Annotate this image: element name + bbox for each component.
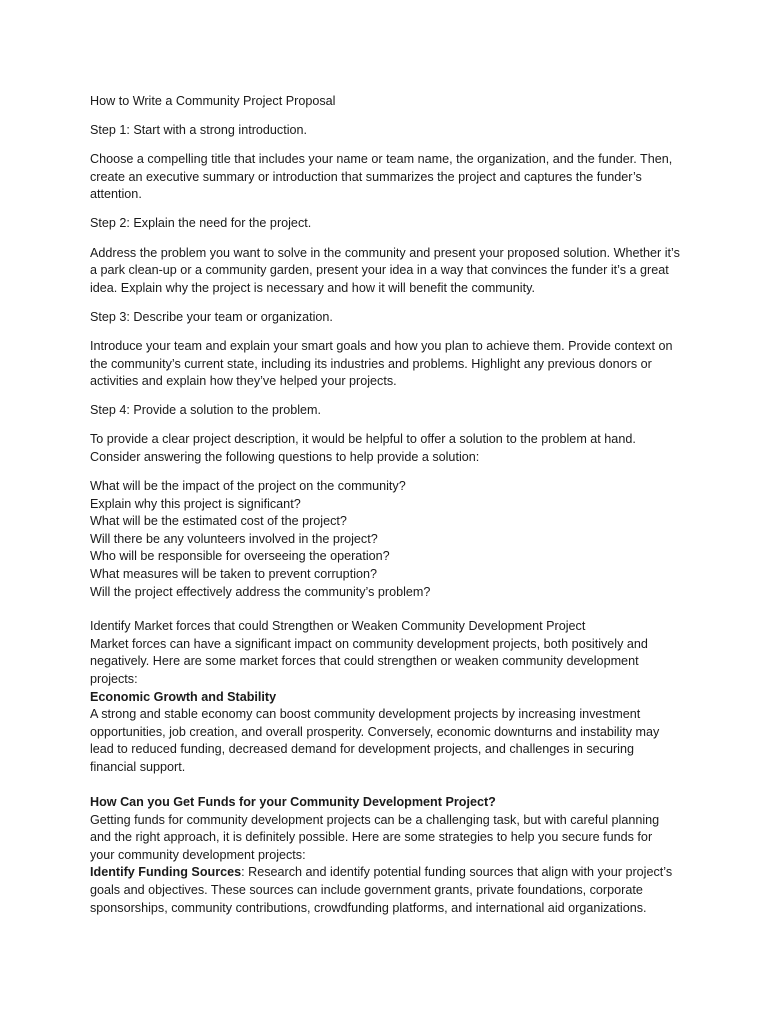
step3-heading: Step 3: Describe your team or organization.	[90, 309, 333, 324]
question-item: Who will be responsible for overseeing the operation?	[90, 549, 390, 564]
question-item: What will be the impact of the project on the community?	[90, 479, 406, 493]
step1-body: Choose a compelling title that includes your name or team name, the organization, and the funder. Then, create an executive summary or introduction that summarizes the project and captures the funder’s attention.	[90, 152, 673, 202]
market-heading: Identify Market forces that could Strengthen or Weaken Community Development Project	[90, 619, 586, 634]
document-page	[90, 93, 680, 917]
market-body: Market forces can have a significant impact on community development projects, both positively and negatively. Here are some market forces that could strengthen or weaken community development projects:	[90, 636, 648, 686]
section-spacer	[90, 777, 680, 795]
funds-heading: How Can you Get Funds for your Community Development Project?	[90, 795, 496, 810]
funds-body: Getting funds for community development projects can be a challenging task, but with careful planning and the right approach, it is definitely possible. Here are some strategies to help you secure funds for your community development projects:	[90, 812, 660, 862]
step4-body: To provide a clear project description, it would be helpful to offer a solution to the problem at hand. Consider answering the following questions to help provide a solution:	[90, 432, 636, 464]
step4-heading: Step 4: Provide a solution to the problem.	[90, 403, 322, 418]
step2-body: Address the problem you want to solve in the community and present your proposed solution. Whether it’s a park clean-up or a community garden, present your idea in a way that convinces the funder it’s a great idea. Explain why the project is necessary and how it will benefit the community.	[90, 245, 680, 295]
funding-sources-body: : Research and identify potential funding sources that align with your project’s goals and objectives. These sources can include government grants, private foundations, corporate sponsorships, community contributions, crowdfunding platforms, and international aid organizations.	[90, 865, 673, 915]
step3-body: Introduce your team and explain your smart goals and how you plan to achieve them. Provide context on the community’s current state, including its industries and problems. Highlight any previous donors or activities and explain how they’ve helped your projects.	[90, 338, 673, 389]
economic-body: A strong and stable economy can boost community development projects by increasing investment opportunities, job creation, and overall prosperity. Conversely, economic downturns and instability may lead to reduced funding, decreased demand for development projects, and challenges in securing financial support.	[90, 707, 660, 774]
step1-heading: Step 1: Start with a strong introduction.	[90, 123, 308, 138]
question-item: Will the project effectively address the community’s problem?	[90, 584, 431, 599]
question-item: Will there be any volunteers involved in the project?	[90, 531, 378, 546]
document-title: How to Write a Community Project Proposal	[90, 94, 336, 108]
question-item: What will be the estimated cost of the project?	[90, 514, 347, 529]
question-item: What measures will be taken to prevent corruption?	[90, 566, 377, 581]
funding-sources-paragraph	[90, 864, 680, 917]
question-list	[90, 478, 680, 601]
funding-sources-label: Identify Funding Sources	[90, 865, 242, 880]
economic-heading: Economic Growth and Stability	[90, 689, 277, 704]
question-item: Explain why this project is significant?	[90, 496, 301, 511]
step2-heading: Step 2: Explain the need for the project.	[90, 216, 312, 231]
